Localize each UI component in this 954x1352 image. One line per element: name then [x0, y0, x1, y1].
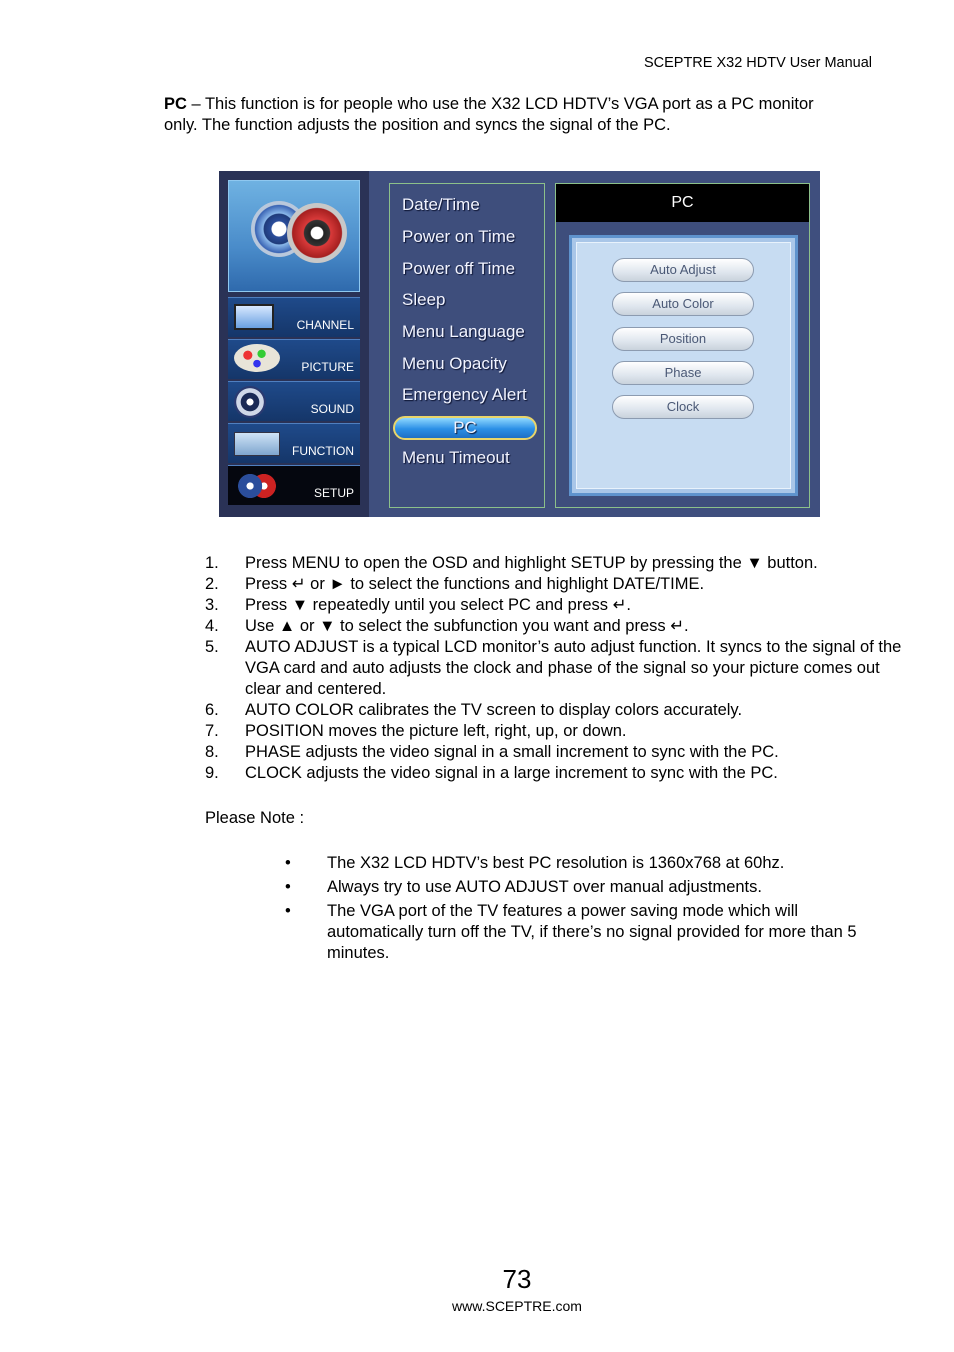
step-text: CLOCK adjusts the video signal in a large increment to sync with the PC.: [245, 764, 778, 782]
list-item: [205, 700, 905, 721]
osd-category-column: [219, 171, 369, 517]
step-number: 8.: [205, 743, 219, 761]
category-setup[interactable]: [228, 465, 360, 505]
category-label: PICTURE: [301, 360, 354, 374]
please-note-label: Please Note :: [205, 809, 305, 827]
step-text: Press MENU to open the OSD and highlight SETUP by pressing the ▼ button.: [245, 554, 818, 572]
gears-icon: [234, 470, 280, 502]
menu-item-power-on-time[interactable]: Power on Time: [402, 227, 516, 246]
category-label: SOUND: [310, 402, 354, 416]
phase-button[interactable]: Phase: [612, 361, 754, 385]
list-item: [205, 742, 905, 763]
category-function[interactable]: [228, 423, 360, 463]
list-item: [205, 763, 905, 784]
category-label: CHANNEL: [296, 318, 354, 332]
menu-item-menu-language[interactable]: Menu Language: [402, 322, 525, 341]
step-text: PHASE adjusts the video signal in a small increment to sync with the PC.: [245, 743, 779, 761]
menu-item-emergency-alert[interactable]: Emergency Alert: [402, 385, 527, 404]
osd-screenshot: [219, 171, 820, 517]
step-text: Press ↵ or ► to select the functions and highlight DATE/TIME.: [245, 575, 705, 593]
pc-options-panel: [569, 235, 798, 496]
steps-list: [205, 553, 905, 784]
list-item: [285, 853, 875, 874]
intro-term: PC: [164, 95, 187, 113]
auto-adjust-button[interactable]: Auto Adjust: [612, 258, 754, 282]
footer-url: www.SCEPTRE.com: [452, 1298, 582, 1314]
step-number: 4.: [205, 617, 219, 635]
intro-paragraph: [164, 94, 844, 136]
step-text: Use ▲ or ▼ to select the subfunction you want and press ↵.: [245, 617, 689, 635]
category-label: SETUP: [313, 486, 354, 500]
list-item: [205, 721, 905, 742]
step-number: 9.: [205, 764, 219, 782]
speaker-icon: [234, 386, 266, 418]
setup-gears-icon: [228, 180, 360, 292]
tv-icon: [234, 304, 274, 330]
menu-item-power-off-time[interactable]: Power off Time: [402, 259, 516, 278]
step-number: 2.: [205, 575, 219, 593]
menu-item-pc[interactable]: PC: [393, 416, 537, 440]
menu-item-menu-timeout[interactable]: Menu Timeout: [402, 448, 510, 467]
setup-menu-list: [389, 183, 545, 508]
bullet-text: Always try to use AUTO ADJUST over manual adjustments.: [327, 878, 762, 896]
step-text: Press ▼ repeatedly until you select PC and press ↵.: [245, 596, 632, 614]
list-item: [205, 595, 905, 616]
step-number: 7.: [205, 722, 219, 740]
category-label: FUNCTION: [292, 444, 354, 458]
category-sound[interactable]: [228, 381, 360, 421]
list-item: [205, 574, 905, 595]
bullet-text: The VGA port of the TV features a power saving mode which will automatically turn off the TV, if there’s no signal provided for more than 5 minutes.: [327, 902, 857, 962]
list-item: [285, 901, 875, 964]
header-title: SCEPTRE X32 HDTV User Manual: [643, 55, 872, 71]
intro-text: – This function is for people who use the X32 LCD HDTV’s VGA port as a PC monitor only. The function adjusts the position and syncs the signal of the PC.: [164, 95, 814, 134]
step-number: 1.: [205, 554, 219, 572]
pc-panel-title: PC: [556, 184, 809, 222]
list-item: [205, 616, 905, 637]
menu-item-sleep[interactable]: Sleep: [402, 290, 446, 309]
bullet-icon: •: [285, 878, 291, 896]
step-number: 6.: [205, 701, 219, 719]
bullet-icon: •: [285, 854, 291, 872]
palette-icon: [234, 344, 280, 372]
step-text: AUTO COLOR calibrates the TV screen to display colors accurately.: [245, 701, 743, 719]
toolbox-icon: [234, 432, 280, 456]
list-item: [205, 637, 905, 700]
list-item: [205, 553, 905, 574]
bullet-text: The X32 LCD HDTV’s best PC resolution is 1360x768 at 60hz.: [327, 854, 785, 872]
category-picture[interactable]: [228, 339, 360, 379]
page-number: 73: [502, 1264, 532, 1294]
step-text: POSITION moves the picture left, right, up, or down.: [245, 722, 627, 740]
clock-button[interactable]: Clock: [612, 395, 754, 419]
bullet-icon: •: [285, 902, 291, 920]
list-item: [285, 877, 875, 898]
menu-item-date-time[interactable]: Date/Time: [402, 195, 480, 214]
menu-item-menu-opacity[interactable]: Menu Opacity: [402, 354, 507, 373]
notes-list: [285, 853, 875, 967]
step-number: 3.: [205, 596, 219, 614]
auto-color-button[interactable]: Auto Color: [612, 292, 754, 316]
category-channel[interactable]: [228, 297, 360, 337]
step-text: AUTO ADJUST is a typical LCD monitor’s auto adjust function. It syncs to the signal of the VGA card and auto adjusts the clock and phase of the signal so your picture comes out clear and centered.: [245, 638, 902, 698]
position-button[interactable]: Position: [612, 327, 754, 351]
pc-submenu: [555, 183, 810, 508]
step-number: 5.: [205, 638, 219, 656]
